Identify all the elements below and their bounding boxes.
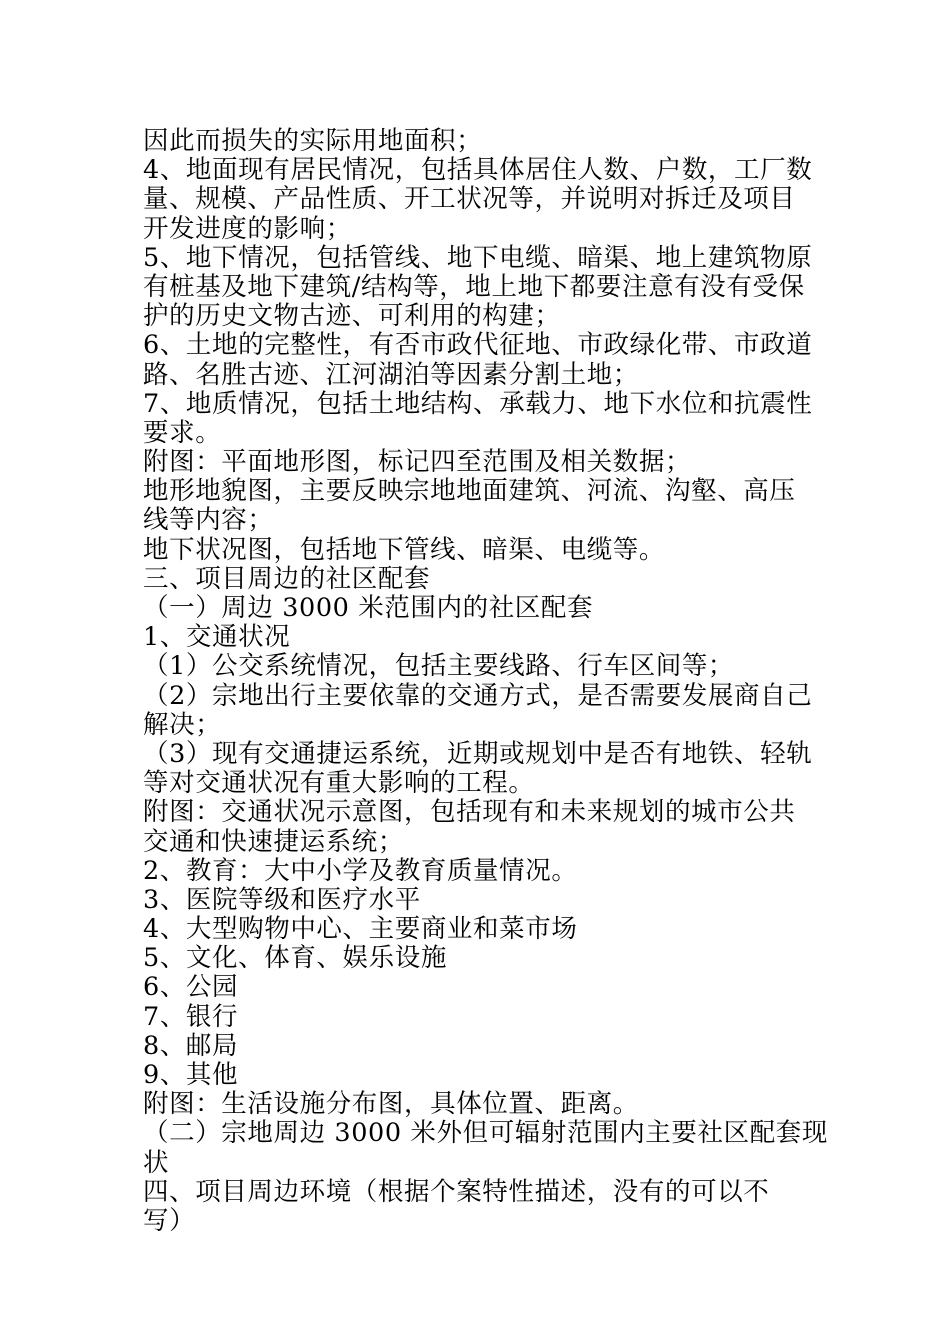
- text-line: （3）现有交通捷运系统，近期或规划中是否有地铁、轻轨: [143, 738, 813, 769]
- text-line: 3、医院等级和医疗水平: [143, 884, 421, 915]
- text-line: 交通和快速捷运系统；: [143, 826, 405, 857]
- text-line: （2）宗地出行主要依靠的交通方式，是否需要发展商自己: [143, 680, 813, 711]
- text-line: 量、规模、产品性质、开工状况等，并说明对拆迁及项目: [143, 184, 796, 215]
- section-heading: 四、项目周边环境（根据个案特性描述，没有的可以不: [143, 1176, 770, 1207]
- document-body: [143, 126, 829, 1236]
- text-line: 9、其他: [143, 1060, 239, 1090]
- text-line: 有桩基及地下建筑/结构等，地上地下都要注意有没有受保: [143, 271, 805, 302]
- text-line: 附图：生活设施分布图，具体位置、距离。: [143, 1089, 639, 1120]
- text-line: 护的历史文物古迹、可利用的构建；: [143, 301, 561, 332]
- text-line: 2、教育：大中小学及教育质量情况。: [143, 855, 578, 886]
- text-line: （1）公交系统情况，包括主要线路、行车区间等；: [143, 651, 735, 682]
- text-line: 状: [143, 1147, 170, 1178]
- text-line: 4、大型购物中心、主要商业和菜市场: [143, 914, 578, 945]
- text-line: 地下状况图，包括地下管线、暗渠、电缆等。: [143, 534, 666, 565]
- section-heading: 三、项目周边的社区配套: [143, 563, 431, 594]
- text-line: 路、名胜古迹、江河湖泊等因素分割土地；: [143, 359, 639, 390]
- text-line: 写）: [143, 1205, 196, 1236]
- text-line: 7、银行: [143, 1001, 239, 1032]
- text-line: 7、地质情况，包括土地结构、承载力、地下水位和抗震性: [143, 388, 813, 419]
- text-line: 附图：交通状况示意图，包括现有和未来规划的城市公共: [143, 797, 796, 828]
- text-line: 线等内容；: [143, 505, 274, 536]
- subsection-heading: （二）宗地周边 3000 米外但可辐射范围内主要社区配套现: [143, 1118, 829, 1149]
- subsection-heading: （一）周边 3000 米范围内的社区配套: [143, 593, 594, 623]
- text-line: 8、邮局: [143, 1030, 239, 1061]
- text-line: 5、地下情况，包括管线、地下电缆、暗渠、地上建筑物原: [143, 242, 813, 273]
- text-line: 1、交通状况: [143, 622, 291, 653]
- text-line: 5、文化、体育、娱乐设施: [143, 943, 447, 974]
- text-line: 解决；: [143, 709, 222, 740]
- text-line: 4、地面现有居民情况，包括具体居住人数、户数，工厂数: [143, 155, 813, 186]
- text-line: 6、土地的完整性，有否市政代征地、市政绿化带、市政道: [143, 330, 813, 361]
- text-line: 因此而损失的实际用地面积；: [143, 126, 483, 156]
- text-line: 附图：平面地形图，标记四至范围及相关数据；: [143, 447, 692, 478]
- text-line: 开发进度的影响；: [143, 213, 352, 244]
- text-line: 等对交通状况有重大影响的工程。: [143, 768, 535, 799]
- text-line: 要求。: [143, 417, 222, 448]
- text-line: 6、公园: [143, 972, 239, 1003]
- text-line: 地形地貌图，主要反映宗地地面建筑、河流、沟壑、高压: [143, 476, 796, 507]
